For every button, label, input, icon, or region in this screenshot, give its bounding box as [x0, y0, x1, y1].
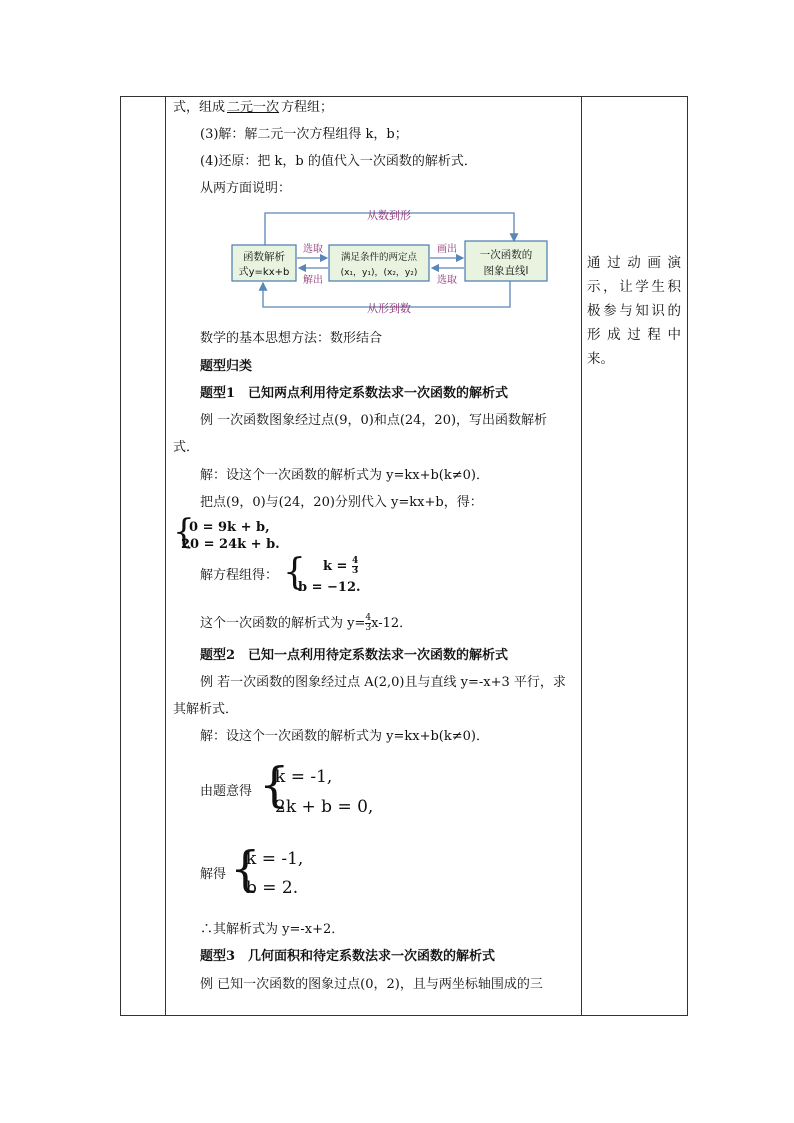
box-left-line2: 式y=kx+b: [238, 267, 290, 278]
equation: k = -1,: [275, 767, 333, 787]
label-solve: 解出: [303, 275, 323, 286]
text-line: (3)解：解二元一次方程组得 k，b；: [200, 127, 408, 142]
type1-heading: 题型1 已知两点利用待定系数法求一次函数的解析式: [200, 386, 509, 401]
equation-k: k = $\frac{4}{3}$: [323, 556, 359, 576]
equation: 0 = 9k + b,: [189, 520, 270, 535]
column-divider: [165, 97, 166, 1015]
equation: 20 = 24k + b.: [181, 537, 280, 552]
text-line: ∴其解析式为 y=-x+2．: [200, 922, 345, 937]
text-line: 数学的基本思想方法：数形结合: [200, 331, 383, 346]
box-right-line2: 图象直线l: [483, 265, 529, 277]
note-line: 示，让学生积: [587, 279, 681, 295]
text-line: 解得: [200, 867, 227, 882]
text-line: 式．: [173, 440, 200, 455]
type3-heading: 题型3 几何面积和待定系数法求一次函数的解析式: [200, 949, 496, 964]
equation-b: b = −12.: [298, 580, 361, 595]
brace: {: [283, 552, 306, 593]
note-line: 形成过程中: [587, 327, 681, 343]
text-line: 例 已知一次函数的图象过点(0，2)，且与两坐标轴围成的三: [200, 977, 543, 992]
text-line: 解方程组得：: [200, 568, 279, 583]
column-divider: [581, 97, 582, 1015]
brace: {: [259, 757, 290, 813]
text-line: 解：设这个一次函数的解析式为 y=kx+b(k≠0)．: [200, 729, 489, 744]
text-line: 由题意得: [200, 784, 253, 799]
label-from-number-to-shape: 从数到形: [367, 209, 411, 222]
text-line: 这个一次函数的解析式为 y= $\frac{4}{3}$ x-12．: [200, 613, 413, 633]
text-line: 把点(9，0)与(24，20)分别代入 y=kx+b，得：: [200, 495, 483, 510]
equation: b = 2.: [246, 878, 299, 898]
box-mid-line2: (x₁，y₁)，(x₂，y₂): [340, 268, 418, 278]
text-line: 例 若一次函数的图象经过点 A(2,0)且与直线 y=-x+3 平行，求: [200, 675, 566, 690]
text-line: 从两方面说明：: [200, 181, 292, 196]
fill-blank: 二元一次: [227, 100, 280, 115]
note-line: 极参与知识的: [587, 303, 681, 319]
box-left-line1: 函数解析: [243, 251, 285, 263]
box-right-line1: 一次函数的: [479, 249, 533, 261]
note-line: 来。: [587, 351, 614, 367]
type2-heading: 题型2 已知一点利用待定系数法求一次函数的解析式: [200, 648, 509, 663]
text-line: 式，组成 二元一次 方程组；: [173, 100, 334, 115]
section-heading: 题型归类: [200, 359, 253, 374]
box-mid-line1: 满足条件的两定点: [340, 252, 418, 263]
label-from-shape-to-number: 从形到数: [367, 302, 411, 315]
label-draw: 画出: [437, 244, 457, 255]
text-line: 例 一次函数图象经过点(9，0)和点(24，20)，写出函数解析: [200, 413, 548, 428]
text-line: (4)还原：把 k，b 的值代入一次函数的解析式．: [200, 154, 477, 169]
teaching-note: [587, 251, 681, 371]
number-shape-diagram: [229, 205, 569, 317]
brace: {: [230, 841, 261, 897]
equation: k = -1,: [246, 849, 304, 869]
text-line: 其解析式．: [173, 702, 239, 717]
note-line: 通过动画演: [587, 255, 681, 271]
equation: 2k + b = 0,: [275, 797, 374, 817]
lesson-table: [120, 96, 688, 1016]
label-select-left: 选取: [303, 244, 323, 255]
label-select-right: 选取: [437, 275, 457, 286]
brace: {: [173, 512, 195, 552]
text-line: 解：设这个一次函数的解析式为 y=kx+b(k≠0)．: [200, 468, 489, 483]
